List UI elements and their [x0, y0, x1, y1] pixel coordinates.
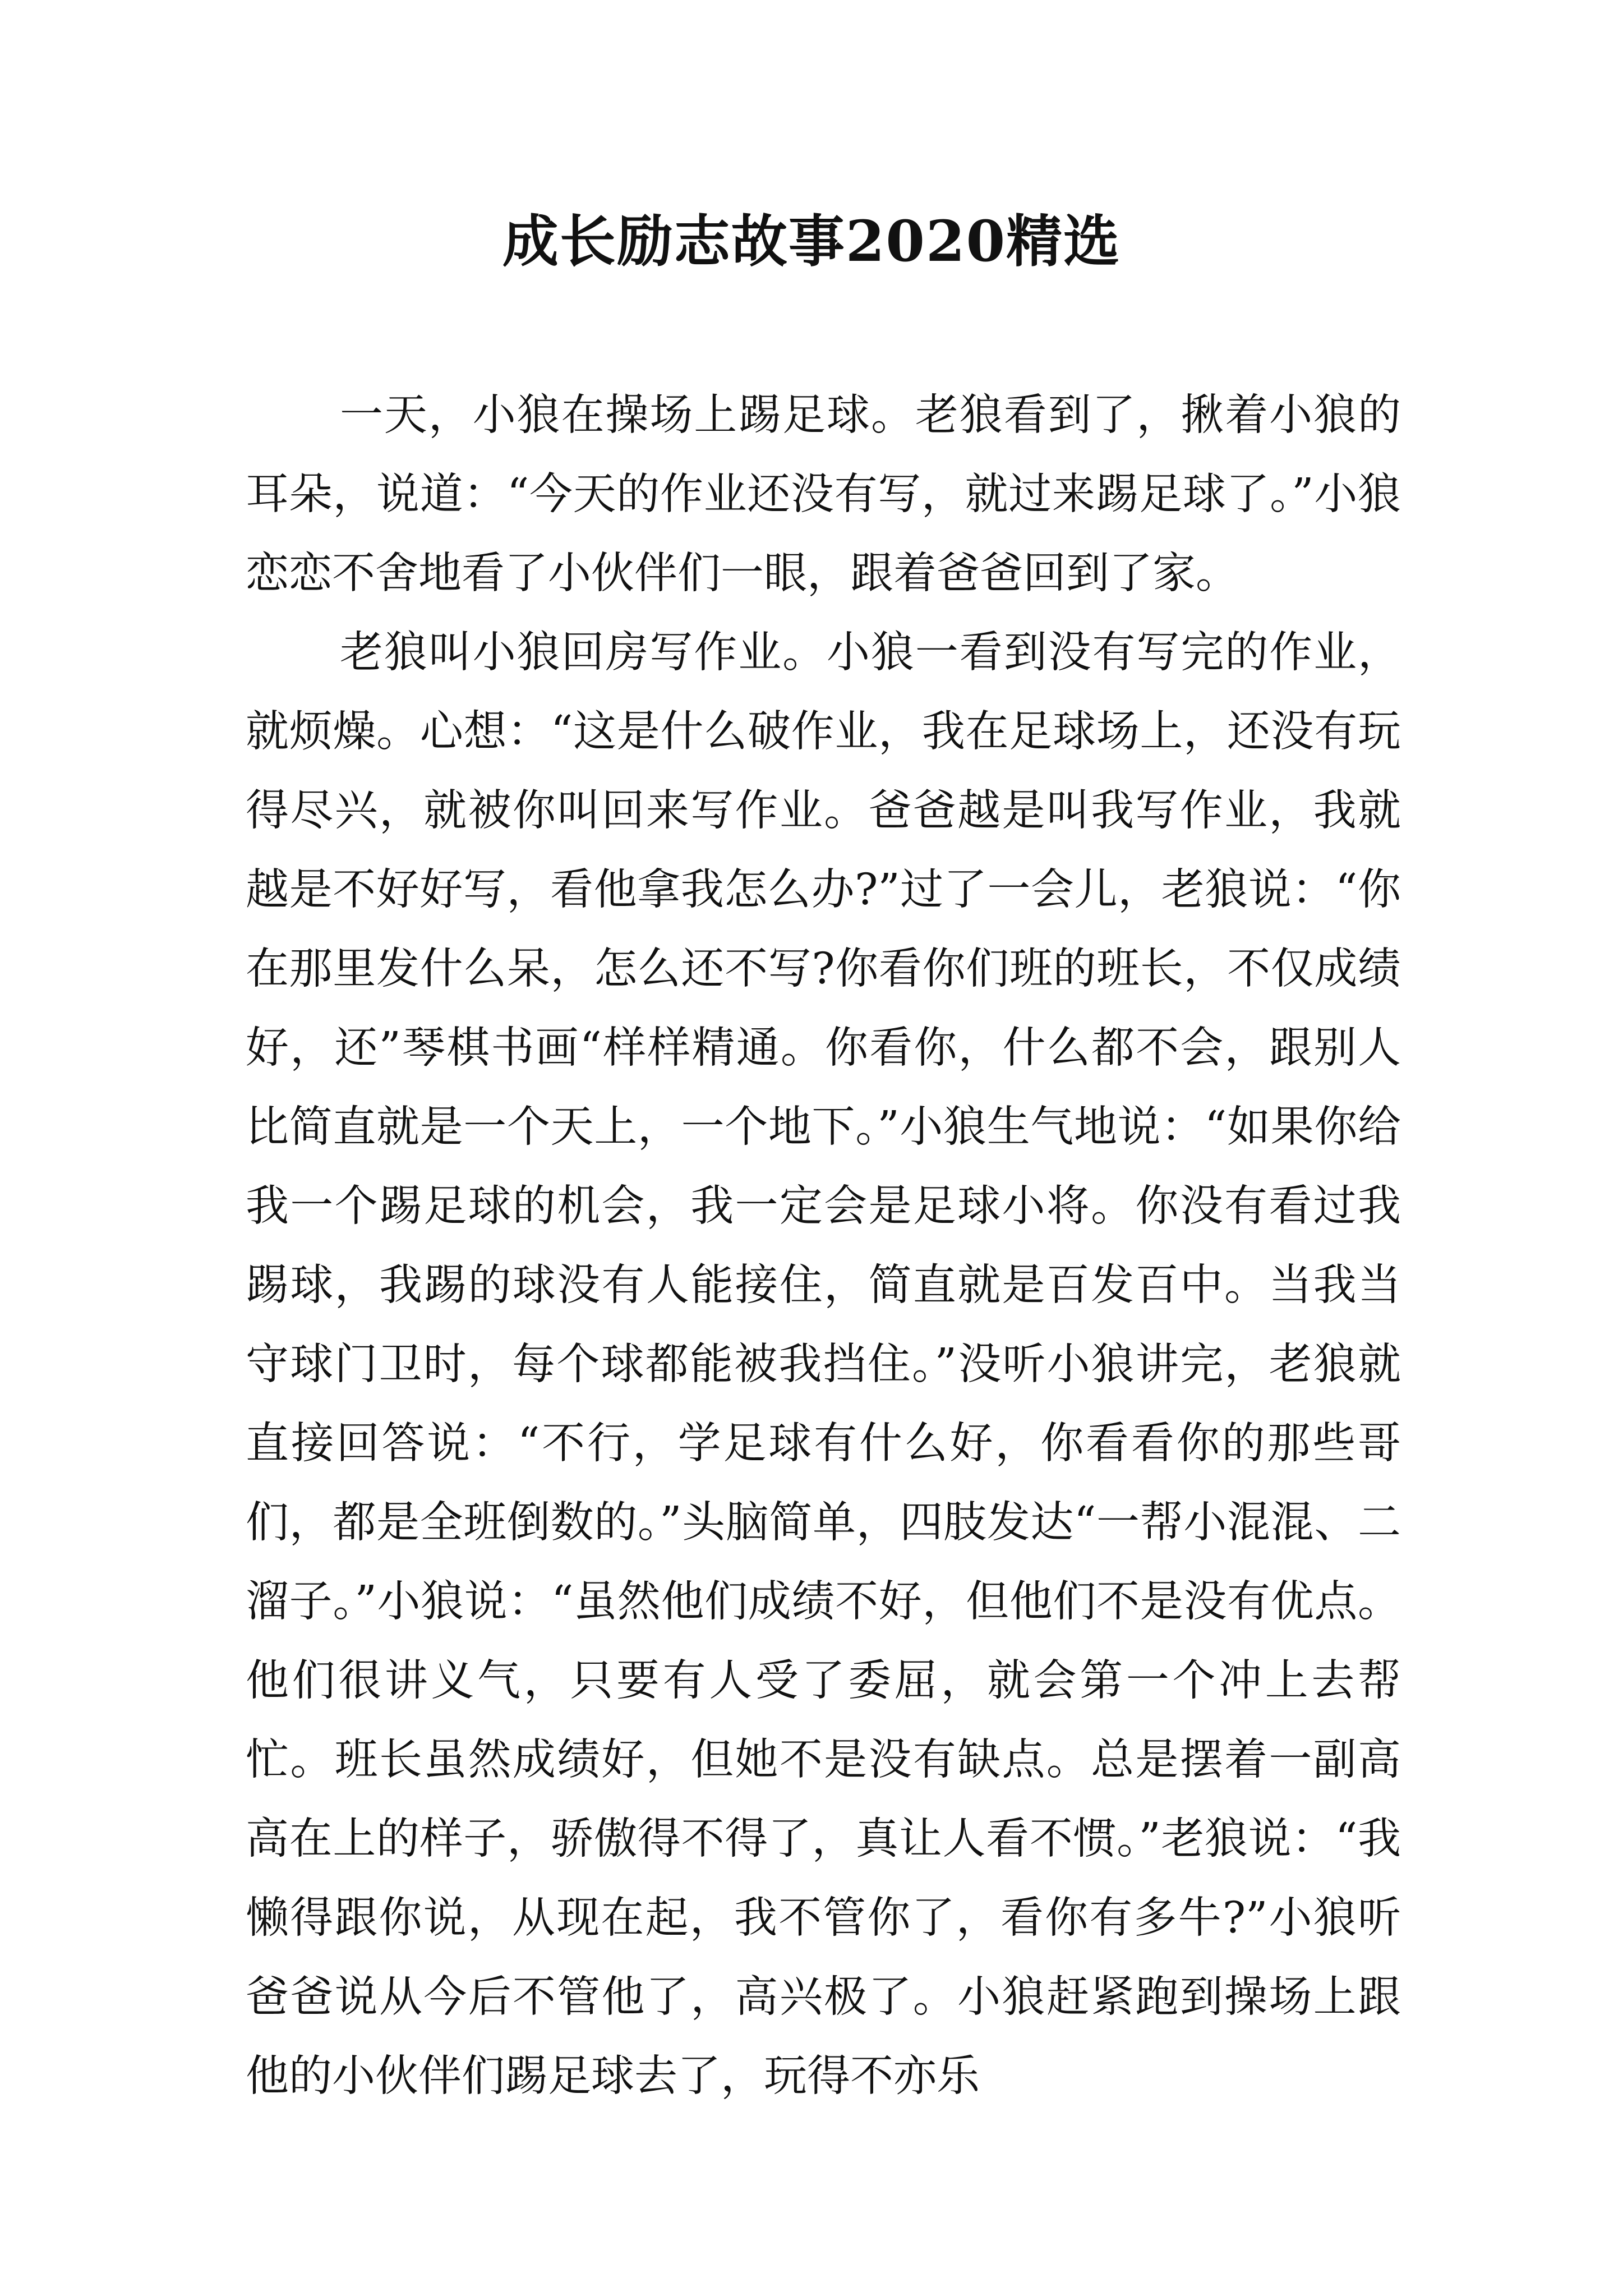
document-body — [246, 376, 1401, 2116]
document-title: 成长励志故事2020精选 — [502, 208, 1121, 274]
paragraph-2: 老狼叫小狼回房写作业。小狼一看到没有写完的作业，就烦燥。心想：“这是什么破作业，我在足球场上，还没有玩得尽兴，就被你叫回来写作业。爸爸越是叫我写作业，我就越是不好好写，看他拿我怎么办?”过了一会儿，老狼说：“你在那里发什么呆，怎么还不写?你看你们班的班长，不仅成绩好，还”琴棋书画“样样精通。你看你，什么都不会，跟别人比简直就是一个天上，一个地下。”小狼生气地说：“如果你给我一个踢足球的机会，我一定会是足球小将。你没有看过我踢球，我踢的球没有人能接住，简直就是百发百中。当我当守球门卫时，每个球都能被我挡住。”没听小狼讲完，老狼就直接回答说：“不行，学足球有什么好，你看看你的那些哥们，都是全班倒数的。”头脑简单，四肢发达“一帮小混混、二溜子。”小狼说：“虽然他们成绩不好，但他们不是没有优点。他们很讲义气，只要有人受了委屈，就会第一个冲上去帮忙。班长虽然成绩好，但她不是没有缺点。总是摆着一副高高在上的样子，骄傲得不得了，真让人看不惯。”老狼说：“我懒得跟你说，从现在起，我不管你了，看你有多牛?”小狼听爸爸说从今后不管他了，高兴极了。小狼赶紧跑到操场上跟他的小伙伴们踢足球去了，玩得不亦乐 — [246, 628, 1401, 2101]
paragraph-1: 一天，小狼在操场上踢足球。老狼看到了，揪着小狼的耳朵，说道：“今天的作业还没有写，就过来踢足球了。”小狼恋恋不舍地看了小伙伴们一眼，跟着爸爸回到了家。 — [246, 390, 1401, 599]
